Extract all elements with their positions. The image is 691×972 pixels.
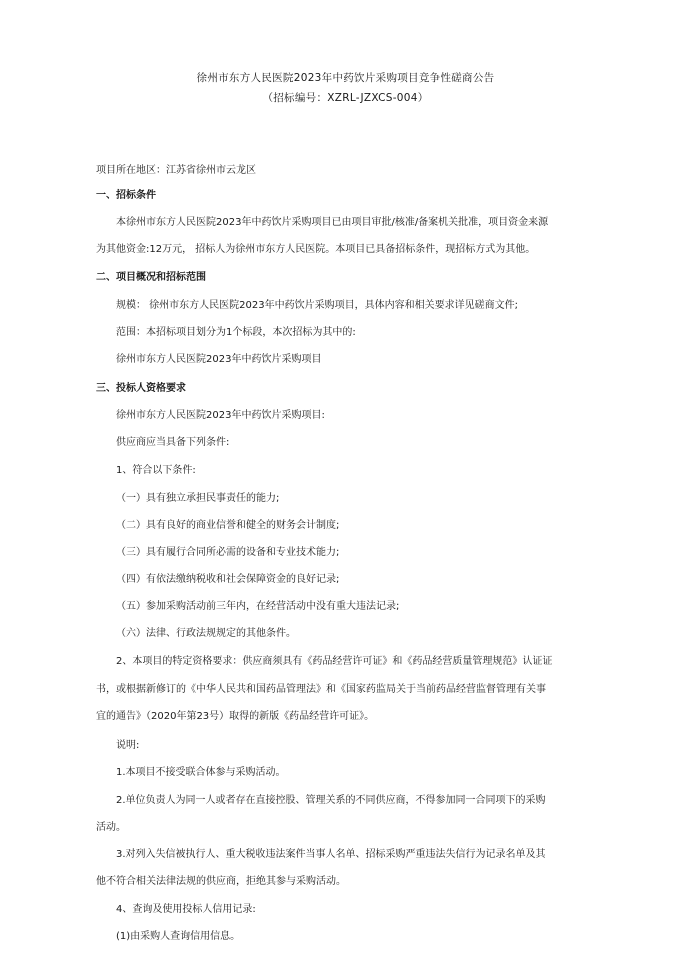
note-1: 1.本项目不接受联合体参与采购活动。: [116, 767, 286, 778]
section-3-intro: 徐州市东方人民医院2023年中药饮片采购项目:: [116, 410, 325, 421]
condition-4-heading: 4、查询及使用投标人信用记录:: [116, 904, 256, 915]
section-2-range: 范围：本招标项目划分为1个标段，本次招标为其中的:: [116, 327, 356, 338]
note-3-line-2: 他不符合相关法律法规的供应商，拒绝其参与采购活动。: [96, 876, 346, 887]
section-2-item: 徐州市东方人民医院2023年中药饮片采购项目: [116, 354, 322, 365]
section-3-supplier-conditions: 供应商应当具备下列条件:: [116, 437, 230, 448]
section-2-heading: 二、项目概况和招标范围: [96, 272, 206, 283]
condition-item: （三）具有履行合同所必需的设备和专业技术能力;: [116, 547, 340, 558]
condition-item: （六）法律、行政法规规定的其他条件。: [116, 628, 296, 639]
condition-item: （二）具有良好的商业信誉和健全的财务会计制度;: [116, 520, 340, 531]
project-location: 项目所在地区：江苏省徐州市云龙区: [96, 165, 256, 176]
condition-item: （五）参加采购活动前三年内，在经营活动中没有重大违法记录;: [116, 601, 400, 612]
condition-2-line-1: 2、本项目的特定资格要求：供应商须具有《药品经营许可证》和《药品经营质量管理规范》认证证: [116, 656, 553, 667]
condition-4-item-1: (1)由采购人查询信用信息。: [116, 931, 241, 942]
note-2-line-2: 活动。: [96, 822, 126, 833]
condition-1-heading: 1、符合以下条件:: [116, 465, 196, 476]
document-title: 徐州市东方人民医院2023年中药饮片采购项目竞争性磋商公告: [196, 72, 495, 84]
condition-2-line-3: 宜的通告》（2020年第23号）取得的新版《药品经营许可证》。: [96, 711, 375, 722]
condition-item: （一）具有独立承担民事责任的能力;: [116, 493, 280, 504]
note-2-line-1: 2.单位负责人为同一人或者存在直接控股、管理关系的不同供应商，不得参加同一合同项下的采购: [116, 795, 546, 806]
section-2-scale: 规模： 徐州市东方人民医院2023年中药饮片采购项目，具体内容和相关要求详见磋商文件;: [116, 300, 518, 311]
section-1-paragraph-line-2: 为其他资金:12万元， 招标人为徐州市东方人民医院。本项目已具备招标条件，现招标方式为其他。: [96, 244, 536, 255]
section-3-heading: 三、投标人资格要求: [96, 383, 186, 394]
tender-code: （招标编号：XZRL-JZXCS-004）: [262, 92, 429, 104]
note-label: 说明:: [116, 740, 140, 751]
condition-2-line-2: 书，或根据新修订的《中华人民共和国药品管理法》和《国家药监局关于当前药品经营监督管理有关事: [96, 684, 546, 695]
section-1-heading: 一、招标条件: [96, 190, 156, 201]
condition-item: （四）有依法缴纳税收和社会保障资金的良好记录;: [116, 574, 340, 585]
note-3-line-1: 3.对列入失信被执行人、重大税收违法案件当事人名单、招标采购严重违法失信行为记录名单及其: [116, 849, 546, 860]
section-1-paragraph-line-1: 本徐州市东方人民医院2023年中药饮片采购项目已由项目审批/核准/备案机关批准，项目资金来源: [116, 217, 549, 228]
